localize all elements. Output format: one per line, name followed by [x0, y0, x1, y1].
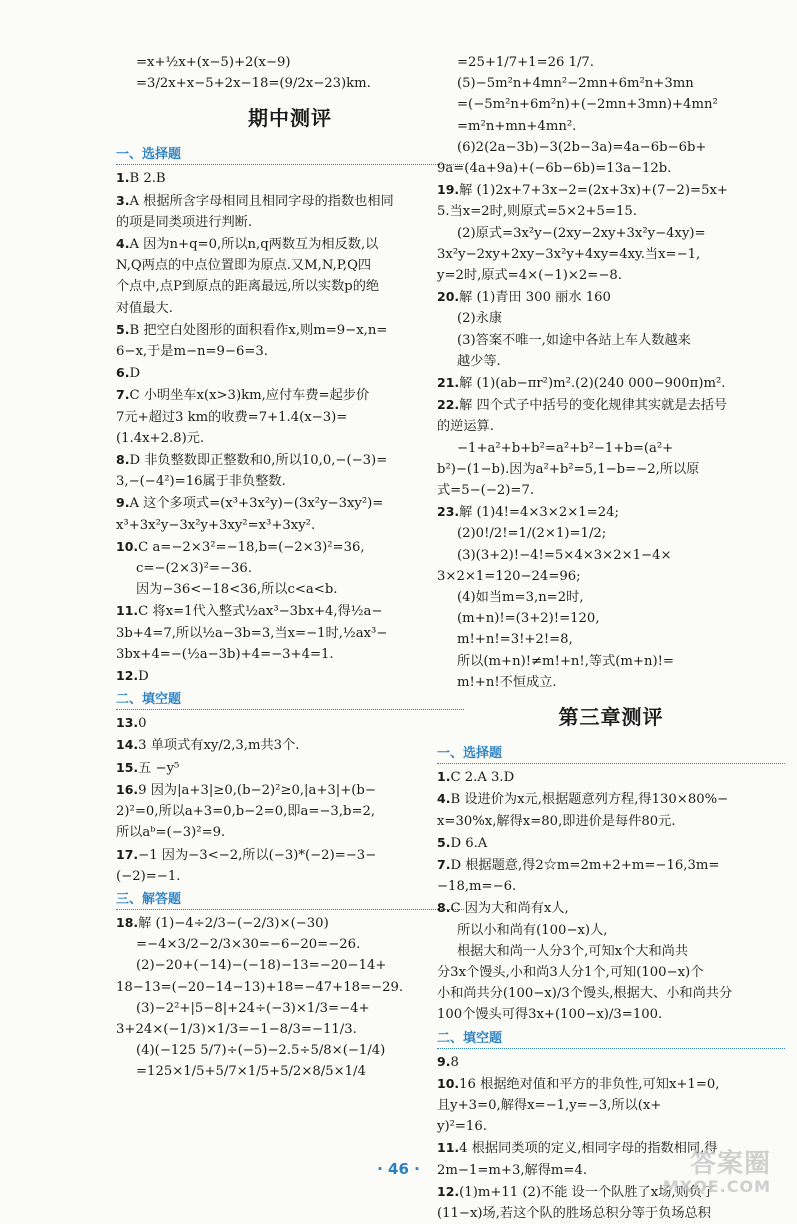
answer-text: 16 根据绝对值和平方的非负性,可知x+1=0,: [459, 1076, 720, 1092]
answer-line: [437, 788, 785, 810]
answer-text: 根据大和尚一人分3个,可知x个大和尚共: [457, 943, 689, 959]
answer-text: 所以(m+n)!≠m!+n!,等式(m+n)!=: [457, 653, 674, 669]
answer-line: [116, 341, 464, 362]
answer-text: 4 根据同类项的定义,相同字母的指数相同,得: [459, 1141, 718, 1157]
question-number: 11.: [437, 1140, 460, 1156]
answer-line: [437, 832, 785, 854]
answer-text: x³+3x²y−3x²y+3xy²=x³+3xy².: [116, 517, 316, 533]
question-number: 5.: [116, 321, 130, 337]
answer-text: A 因为n+q=0,所以n,q两数互为相反数,以: [129, 237, 379, 253]
answer-line: [437, 897, 785, 919]
answer-line: [437, 1203, 785, 1224]
answer-text: (3)−2²+|5−8|+24÷(−3)×1/3=−4+: [136, 1000, 370, 1016]
answer-line: [437, 330, 785, 351]
answer-line: [116, 955, 464, 976]
answer-line: [116, 449, 464, 471]
answer-text: b²)−(1−b).因为a²+b²=5,1−b=−2,所以原: [437, 461, 700, 477]
answer-text: 所以小和尚有(100−x)人,: [457, 922, 608, 938]
answer-line: [437, 265, 785, 286]
answer-text: 解 (1)(ab−πr²)m².(2)(240 000−900π)m².: [459, 376, 726, 392]
answer-text: 0: [138, 716, 147, 732]
answer-text: 2)²=0,所以a+3=0,b−2=0,即a=−3,b=2,: [116, 804, 376, 820]
answer-text: m!+n!=3!+2!=8,: [457, 632, 573, 648]
answer-line: [116, 167, 464, 189]
answer-line: [437, 223, 785, 244]
answer-text: 且y+3=0,解得x=−1,y=−3,所以(x+: [437, 1097, 662, 1113]
answer-text: 的项是同类项进行判断.: [116, 214, 253, 230]
question-number: 8.: [437, 900, 451, 916]
answer-line: [437, 394, 785, 416]
answer-text: 分3x个馒头,小和尚3人分1个,可知(100−x)个: [437, 964, 704, 980]
answer-line: [116, 1019, 464, 1040]
answer-line: [437, 672, 785, 693]
answer-line: [437, 1116, 785, 1137]
answer-line: [437, 1073, 785, 1095]
answer-line: [116, 255, 464, 276]
answer-text: (3)答案不唯一,如途中各站上车人数越来: [457, 332, 691, 348]
answer-line: [437, 308, 785, 329]
answer-line: [437, 876, 785, 897]
answer-text: (1)m+11 (2)不能 设一个队胜了x场,则负了: [459, 1184, 716, 1200]
answer-line: [437, 244, 785, 265]
question-number: 15.: [116, 759, 139, 775]
answer-text: 18−13=(−20−14−13)+18=−47+18=−29.: [116, 979, 404, 995]
answer-text: 9 因为|a+3|≥0,(b−2)²≥0,|a+3|+(b−: [138, 782, 376, 798]
watermark-logo: [631, 1150, 771, 1200]
answer-text: 个点中,点P到原点的距离最远,所以实数p的绝: [116, 279, 380, 295]
answer-text: 解 四个式子中括号的变化规律其实就是去括号: [459, 398, 728, 414]
answer-text: y=2时,原式=4×(−1)×2=−8.: [437, 268, 622, 284]
answer-line: [116, 934, 464, 955]
answer-text: 所以aᵇ=(−3)²=9.: [116, 825, 226, 841]
question-number: 4.: [437, 791, 451, 807]
answer-line: [437, 962, 785, 983]
answer-line: [437, 766, 785, 788]
answer-line: [116, 233, 464, 255]
answer-line: [437, 137, 785, 158]
answer-line: [116, 579, 464, 600]
section-title: 期中测评: [248, 106, 332, 131]
answer-text: (2)原式=3x²y−(2xy−2xy+3x²y−4xy)=: [457, 225, 706, 241]
answer-line: [437, 983, 785, 1004]
answer-text: =125×1/5+5/7×1/5+5/2×8/5×1/4: [136, 1064, 366, 1080]
answer-line: [437, 416, 785, 437]
answer-text: =−4×3/2−2/3×30=−6−20=−26.: [136, 937, 361, 953]
answer-text: 3x²y−2xy+2xy−3x²y+4xy=4xy.当x=−1,: [437, 246, 701, 262]
answer-text: =m²n+mn+4mn².: [457, 118, 577, 134]
page-number: · 46 ·: [377, 1160, 420, 1178]
answer-line: [116, 712, 464, 734]
answer-text: D: [129, 366, 141, 382]
answer-text: 五 −y⁵: [138, 760, 180, 776]
section-title: 第三章测评: [558, 705, 664, 730]
answer-text: 因为−36<−18<36,所以c<a<b.: [136, 582, 338, 598]
answer-text: 解 (1)4!=4×3×2×1=24;: [459, 505, 619, 521]
watermark-main: 答案圈: [689, 1149, 771, 1179]
answer-text: 9a=(4a+9a)+(−6b−6b)=13a−12b.: [437, 161, 672, 177]
answer-text: N,Q两点的中点位置即为原点.又M,N,P,Q四: [116, 258, 372, 274]
subsection-heading: 二、填空题: [437, 1029, 785, 1049]
answer-line: [116, 362, 464, 384]
answer-text: 3+24×(−1/3)×1/3=−1−8/3=−11/3.: [116, 1021, 357, 1037]
answer-line: [116, 977, 464, 998]
answer-line: [437, 1051, 785, 1073]
question-number: 14.: [116, 737, 139, 753]
question-number: 18.: [116, 914, 139, 930]
answer-line: [437, 545, 785, 566]
question-number: 21.: [437, 375, 460, 391]
answer-text: C a=−2×3²=−18,b=(−2×3)²=36,: [138, 539, 365, 555]
subsection-heading: 二、填空题: [116, 690, 464, 710]
answer-text: (−2)=−1.: [116, 868, 181, 884]
answer-text: 解 (1)青田 300 丽水 160: [459, 290, 611, 306]
question-number: 9.: [437, 1053, 451, 1069]
answer-line: [437, 438, 785, 459]
answer-line: [437, 116, 785, 137]
question-number: 16.: [116, 781, 139, 797]
question-number: 17.: [116, 846, 139, 862]
answer-line: [116, 212, 464, 233]
question-number: 22.: [437, 397, 460, 413]
answer-text: =x+½x+(x−5)+2(x−9): [136, 55, 291, 70]
answer-text: =3/2x+x−5+2x−18=(9/2x−23)km.: [136, 76, 371, 92]
answer-line: [116, 190, 464, 212]
answer-line: [116, 998, 464, 1019]
answer-line: [116, 407, 464, 428]
answer-line: [437, 351, 785, 372]
answer-text: (m+n)!=(3+2)!=120,: [457, 611, 600, 627]
question-number: 6.: [116, 365, 130, 381]
answer-text: C 因为大和尚有x人,: [450, 901, 569, 917]
answer-line: [437, 286, 785, 308]
question-number: 11.: [116, 603, 139, 619]
question-number: 13.: [116, 715, 139, 731]
subsection-heading: 三、解答题: [116, 890, 464, 910]
question-number: 19.: [437, 182, 460, 198]
answer-line: [116, 912, 464, 934]
subsection-heading: 一、选择题: [437, 744, 785, 764]
answer-line: [437, 587, 785, 608]
answer-line: [116, 822, 464, 843]
answer-text: C 小明坐车x(x>3)km,应付车费=起步价: [129, 388, 370, 404]
answer-text: A 根据所含字母相同且相同字母的指数也相同: [129, 193, 394, 209]
answer-line: [437, 854, 785, 876]
answer-line: [437, 459, 785, 480]
answer-line: [437, 480, 785, 501]
question-number: 8.: [116, 452, 130, 468]
answer-line: [116, 757, 464, 779]
answer-line: [116, 515, 464, 536]
answer-text: 越少等.: [457, 353, 501, 369]
answer-text: A 这个多项式=(x³+3x²y)−(3x²y−3xy²)=: [129, 496, 384, 512]
answer-line: [437, 372, 785, 394]
answer-line: [116, 1040, 464, 1061]
answer-text: −18,m=−6.: [437, 879, 517, 895]
answer-text: (3)(3+2)!−4!=5×4×3×2×1−4×: [457, 547, 672, 563]
answer-line: [116, 428, 464, 449]
answer-line: [437, 523, 785, 544]
answer-line: [116, 734, 464, 756]
answer-line: [116, 779, 464, 801]
answer-text: D: [138, 669, 149, 685]
answer-line: [116, 319, 464, 341]
question-number: 10.: [437, 1075, 460, 1091]
question-number: 20.: [437, 289, 460, 305]
answer-line: [437, 94, 785, 115]
answer-line: [116, 276, 464, 297]
answer-text: B 把空白处图形的面积看作x,则m=9−x,n=: [129, 322, 388, 338]
answer-text: 2m−1=m+3,解得m=4.: [437, 1162, 588, 1178]
answer-text: 5.当x=2时,则原式=5×2+5=15.: [437, 204, 637, 220]
answer-text: (5)−5m²n+4mn²−2mn+6m²n+3mn: [457, 76, 694, 92]
answer-line: [437, 52, 785, 73]
answer-line: [116, 298, 464, 319]
question-number: 23.: [437, 504, 460, 520]
answer-line: [437, 920, 785, 941]
answer-line: [437, 651, 785, 672]
watermark-url: MXQE.COM: [662, 1177, 771, 1196]
answer-line: [437, 158, 785, 179]
answer-text: x=30%x,解得x=80,即进价是每件80元.: [437, 813, 676, 829]
answer-text: 8: [450, 1054, 459, 1070]
question-number: 1.: [437, 769, 451, 785]
answer-line: [116, 866, 464, 887]
answer-text: 3×2×1=120−24=96;: [437, 568, 581, 584]
answer-text: −1+a²+b+b²=a²+b²−1+b=(a²+: [457, 440, 674, 456]
answer-text: 100个馒头可得3x+(100−x)/3=100.: [437, 1007, 663, 1023]
answer-text: (4)如当m=3,n=2时,: [457, 590, 584, 606]
answer-line: [116, 536, 464, 558]
answer-text: =(−5m²n+6m²n)+(−2mn+3mn)+4mn²: [457, 97, 718, 113]
answer-line: [116, 644, 464, 665]
answer-line: [116, 492, 464, 514]
answer-text: (2)永康: [457, 311, 503, 327]
answer-text: 对值最大.: [116, 300, 173, 316]
answer-text: (2)0!/2!=1/(2×1)=1/2;: [457, 526, 607, 542]
question-number: 4.: [116, 236, 130, 252]
left-column: [116, 52, 464, 1083]
answer-text: B 设进价为x元,根据题意列方程,得130×80%−: [450, 792, 729, 808]
answer-text: (6)2(2a−3b)−3(2b−3a)=4a−6b−6b+: [457, 139, 707, 155]
answer-text: (1.4x+2.8)元.: [116, 430, 205, 446]
answer-text: (11−x)场,若这个队的胜场总积分等于负场总积: [437, 1205, 711, 1221]
answer-line: [116, 600, 464, 622]
answer-line: [116, 52, 464, 73]
answer-line: [116, 801, 464, 822]
answer-line: [437, 629, 785, 650]
answer-text: 解 (1)2x+7+3x−2=(2x+3x)+(7−2)=5x+: [459, 183, 728, 199]
answer-text: y)²=16.: [437, 1119, 487, 1135]
question-number: 10.: [116, 538, 139, 554]
question-number: 9.: [116, 495, 130, 511]
answer-line: [437, 73, 785, 94]
answer-line: [437, 811, 785, 832]
question-number: 12.: [437, 1183, 460, 1199]
answer-line: [116, 665, 464, 687]
answer-line: [437, 941, 785, 962]
answer-line: [116, 471, 464, 492]
answer-line: [437, 201, 785, 222]
answer-text: 3,−(−4²)=16属于非负整数.: [116, 474, 286, 490]
answer-text: B 2.B: [129, 171, 166, 187]
answer-text: =25+1/7+1=26 1/7.: [457, 55, 594, 70]
answer-line: [116, 844, 464, 866]
answer-text: 的逆运算.: [437, 419, 494, 435]
answer-line: [116, 623, 464, 644]
answer-line: [116, 384, 464, 406]
answer-text: 3 单项式有xy/2,3,m共3个.: [138, 738, 300, 754]
answer-line: [437, 566, 785, 587]
subsection-heading: 一、选择题: [116, 145, 464, 165]
question-number: 3.: [116, 192, 130, 208]
answer-text: 小和尚共分(100−x)/3个馒头,根据大、小和尚共分: [437, 986, 733, 1002]
answer-text: (4)(−125 5/7)÷(−5)−2.5÷5/8×(−1/4): [136, 1043, 386, 1059]
answer-text: C 2.A 3.D: [450, 770, 515, 786]
answer-line: [437, 1095, 785, 1116]
answer-line: [437, 179, 785, 201]
question-number: 12.: [116, 668, 139, 684]
question-number: 7.: [116, 387, 130, 403]
answer-text: −1 因为−3<−2,所以(−3)*(−2)=−3−: [138, 847, 377, 863]
right-column: [437, 52, 785, 1224]
answer-text: 7元+超过3 km的收费=7+1.4(x−3)=: [116, 409, 348, 425]
answer-text: (2)−20+(−14)−(−18)−13=−20−14+: [136, 958, 387, 974]
answer-text: 式=5−(−2)=7.: [437, 483, 535, 499]
answer-text: C 将x=1代入整式½ax³−3bx+4,得½a−: [138, 604, 383, 620]
answer-line: [116, 558, 464, 579]
answer-text: D 根据题意,得2☆m=2m+2+m=−16,3m=: [450, 857, 720, 873]
answer-line: [116, 73, 464, 94]
answer-text: m!+n!不恒成立.: [457, 674, 557, 690]
answer-line: [437, 501, 785, 523]
answer-text: D 非负整数即正整数和0,所以10,0,−(−3)=: [129, 453, 388, 469]
answer-text: 解 (1)−4÷2/3−(−2/3)×(−30): [138, 915, 329, 931]
question-number: 1.: [116, 170, 130, 186]
answer-text: c=−(2×3)²=−36.: [136, 561, 252, 577]
answer-text: 3bx+4=−(½a−3b)+4=−3+4=1.: [116, 646, 334, 662]
answer-line: [116, 1061, 464, 1082]
answer-text: 6−x,于是m−n=9−6=3.: [116, 344, 269, 360]
answer-text: 3b+4=7,所以½a−3b=3,当x=−1时,½ax³−: [116, 625, 388, 641]
answer-line: [437, 1004, 785, 1025]
question-number: 7.: [437, 856, 451, 872]
question-number: 5.: [437, 834, 451, 850]
answer-text: D 6.A: [450, 835, 488, 851]
answer-line: [437, 608, 785, 629]
